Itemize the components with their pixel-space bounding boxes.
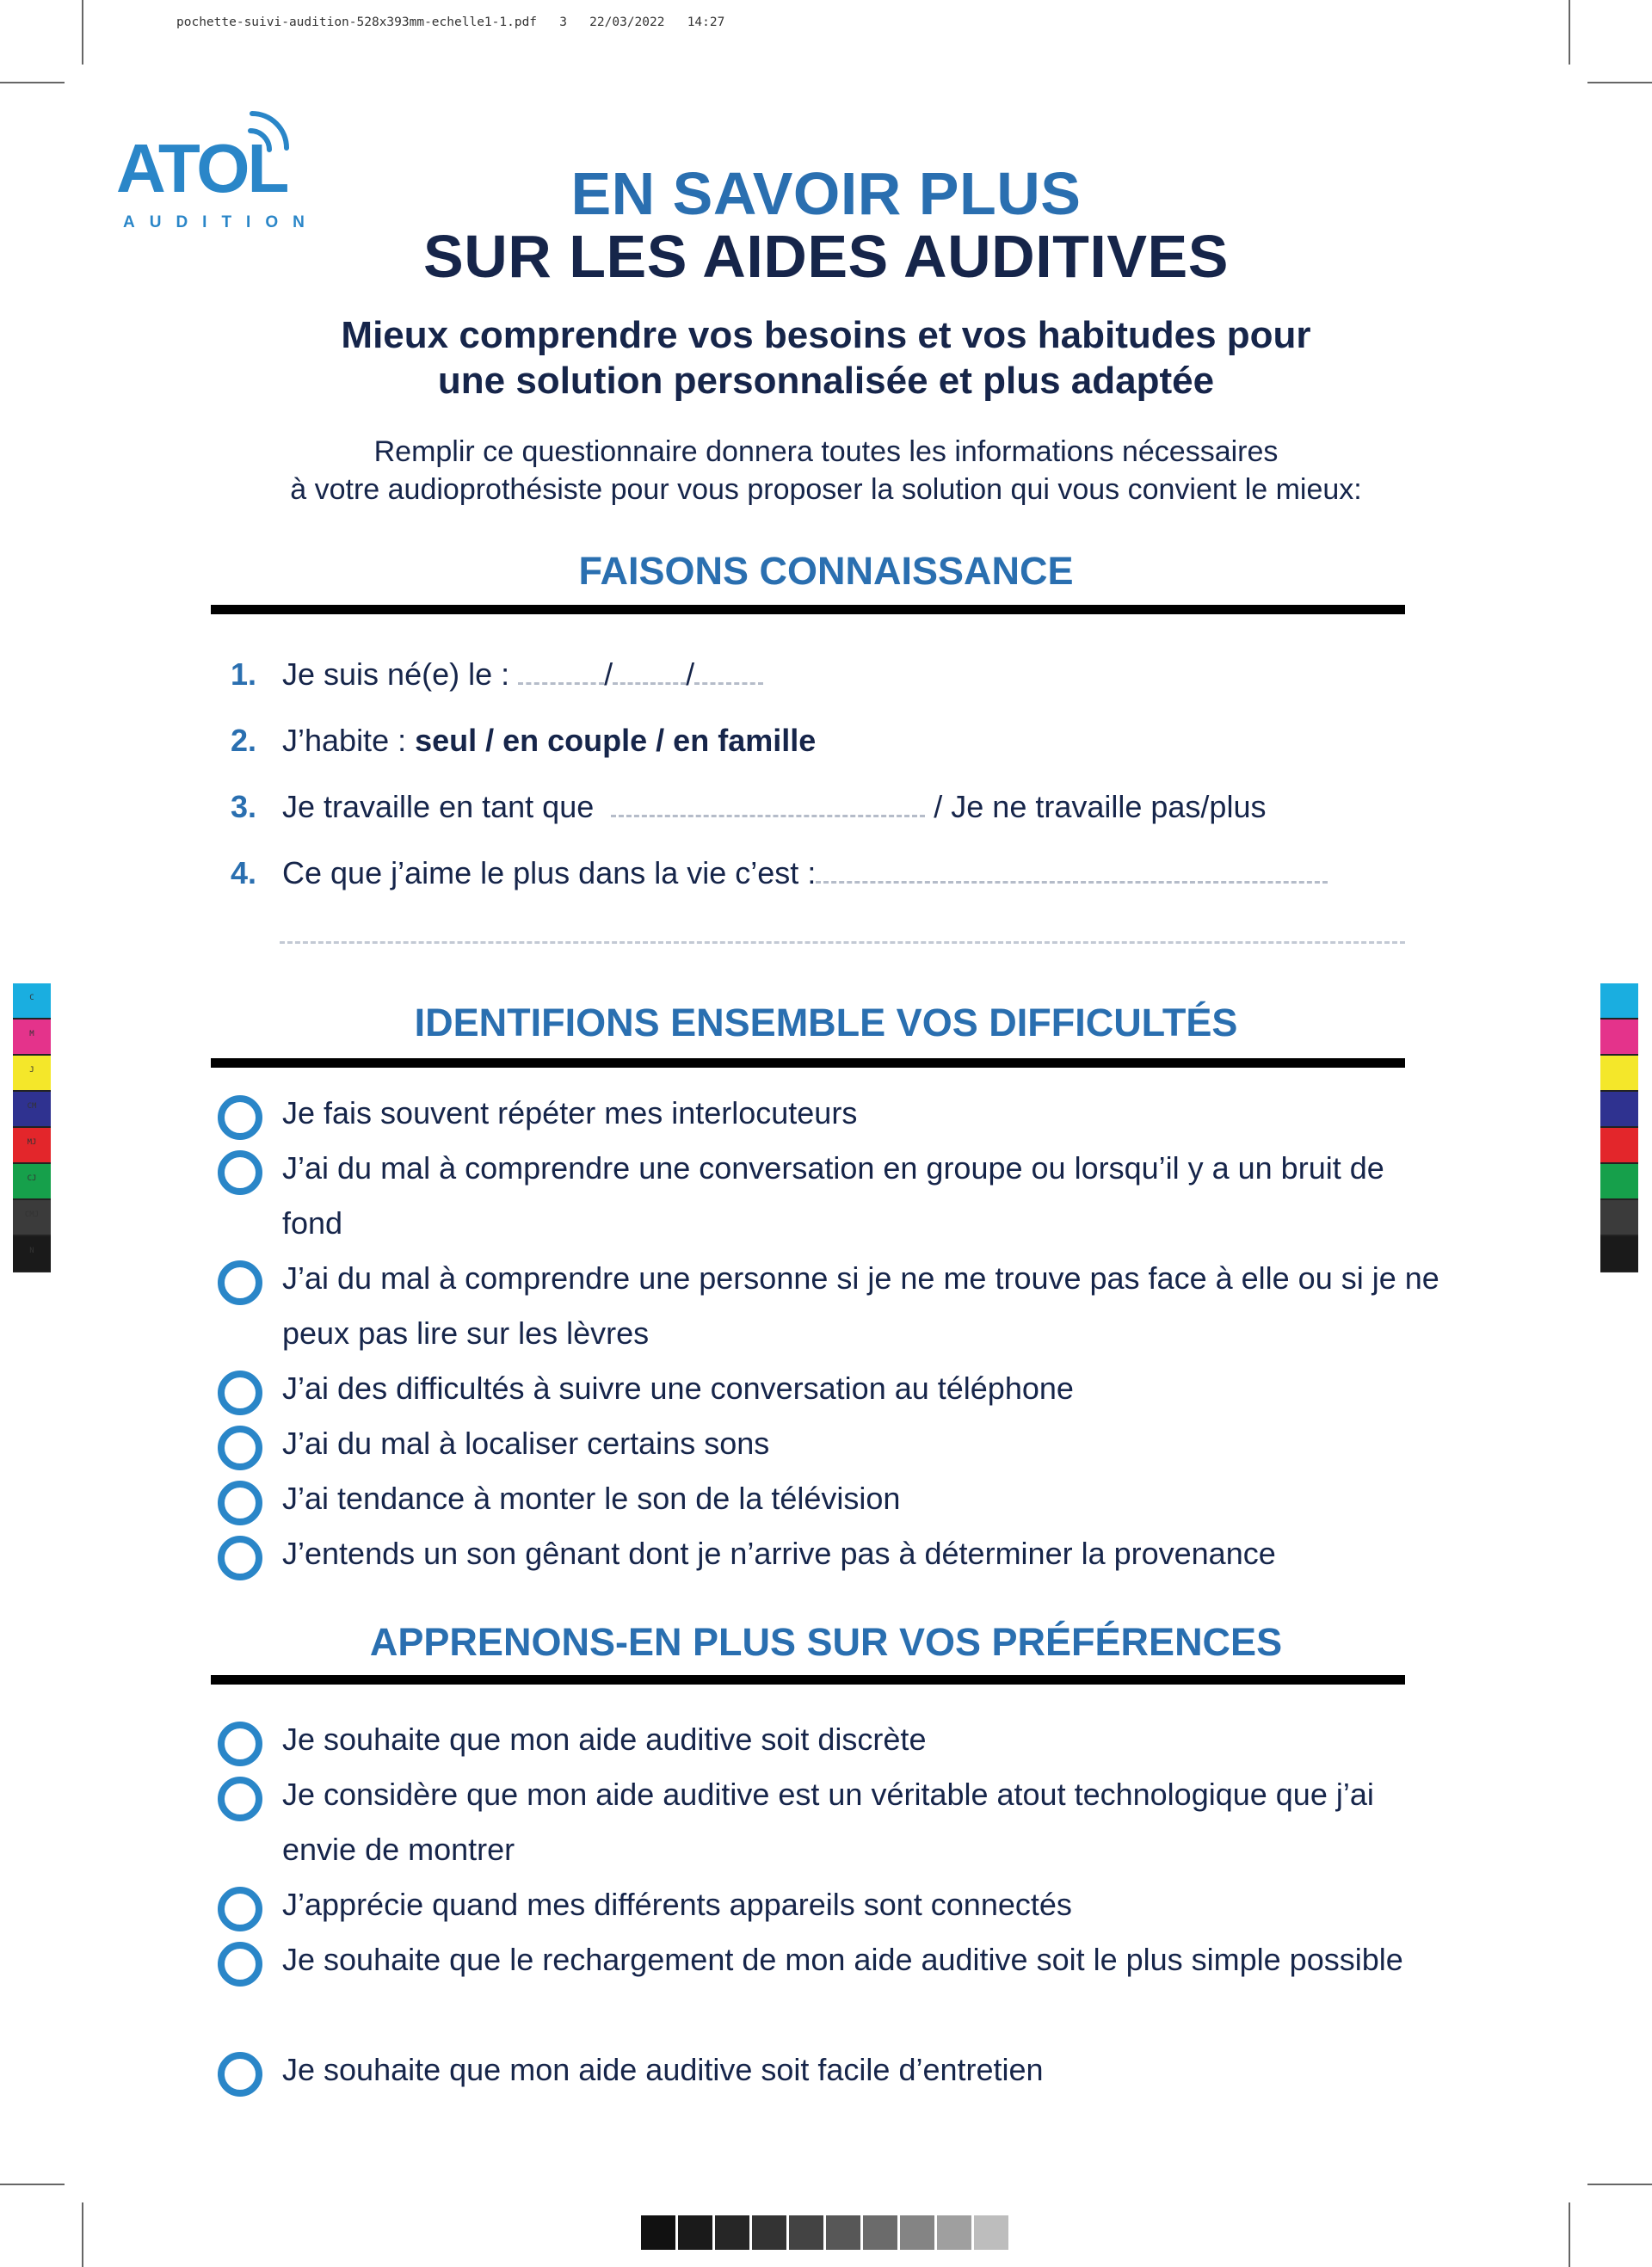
question-label: Ce que j’aime le plus dans la vie c’est : <box>282 855 817 890</box>
color-swatch: M <box>13 1020 51 1056</box>
checkbox-item[interactable] <box>215 1932 1437 2042</box>
date-separator: / <box>604 656 613 692</box>
gray-swatch <box>752 2215 786 2250</box>
checkbox-item[interactable] <box>215 1416 1437 1471</box>
checkbox-item[interactable] <box>215 1361 1437 1416</box>
date-separator: / <box>686 656 695 692</box>
crop-mark <box>1569 0 1570 65</box>
radio-circle-icon[interactable] <box>218 1150 262 1195</box>
logo-sub: AUDITION <box>123 213 319 231</box>
color-swatch <box>1600 1092 1638 1128</box>
print-date: 22/03/2022 <box>589 15 665 29</box>
crop-mark <box>0 2184 65 2185</box>
birth-year-field[interactable] <box>694 662 763 685</box>
grayscale-bar <box>641 2215 1011 2250</box>
section-rule <box>211 1058 1405 1068</box>
habitat-options[interactable]: seul / en couple / en famille <box>415 723 817 758</box>
radio-circle-icon[interactable] <box>218 1481 262 1525</box>
color-swatch <box>1600 983 1638 1020</box>
checkbox-item[interactable] <box>215 1251 1437 1361</box>
question-habitat <box>231 723 816 759</box>
gray-swatch <box>641 2215 675 2250</box>
checkbox-item[interactable] <box>215 1767 1437 1877</box>
checkbox-label: Je souhaite que mon aide auditive soit discrète <box>282 1722 927 1757</box>
color-swatch <box>1600 1128 1638 1164</box>
subtitle-line2: une solution personnalisée et plus adaptée <box>437 360 1215 402</box>
checkbox-label: J’ai des difficultés à suivre une conversation au téléphone <box>282 1371 1074 1406</box>
checkbox-item[interactable] <box>215 2042 1437 2098</box>
gray-swatch <box>789 2215 823 2250</box>
radio-circle-icon[interactable] <box>218 1095 262 1140</box>
checkbox-label: Je considère que mon aide auditive est un véritable atout technologique que j’ai envie de montrer <box>282 1777 1374 1867</box>
question-number: 3. <box>231 789 257 824</box>
checkbox-label: J’apprécie quand mes différents appareils sont connectés <box>282 1887 1072 1922</box>
crop-mark <box>1569 2202 1570 2267</box>
checkbox-label: J’ai tendance à monter le son de la télévision <box>282 1481 901 1516</box>
section-title-difficultes: IDENTIFIONS ENSEMBLE VOS DIFFICULTÉS <box>414 1001 1238 1044</box>
checkbox-label: Je souhaite que le rechargement de mon aide auditive soit le plus simple possible <box>282 1942 1403 1977</box>
section-rule <box>211 605 1405 614</box>
question-number: 4. <box>231 855 257 890</box>
section-rule <box>211 1675 1405 1685</box>
gray-swatch <box>678 2215 712 2250</box>
color-swatch <box>1600 1236 1638 1272</box>
radio-circle-icon[interactable] <box>218 1722 262 1766</box>
radio-circle-icon[interactable] <box>218 1887 262 1931</box>
gray-swatch <box>900 2215 934 2250</box>
checkbox-item[interactable] <box>215 1877 1437 1932</box>
color-swatch: CMJ <box>13 1200 51 1236</box>
color-swatch <box>1600 1056 1638 1092</box>
checkbox-label: J’ai du mal à comprendre une conversation en groupe ou lorsqu’il y a un bruit de fond <box>282 1150 1384 1241</box>
page-subtitle <box>0 312 1652 404</box>
question-work <box>231 789 1266 825</box>
intro-text <box>0 433 1652 508</box>
color-swatch <box>1600 1020 1638 1056</box>
gray-swatch <box>826 2215 860 2250</box>
crop-mark <box>82 2202 83 2267</box>
question-label: J’habite : <box>282 723 407 758</box>
checkbox-item[interactable] <box>215 1526 1437 1581</box>
subtitle-line1: Mieux comprendre vos besoins et vos habitudes pour <box>341 314 1311 356</box>
color-swatch: J <box>13 1056 51 1092</box>
print-time: 14:27 <box>687 15 725 29</box>
question-label: Je travaille en tant que <box>282 789 595 824</box>
checkbox-label: J’ai du mal à localiser certains sons <box>282 1426 770 1461</box>
color-swatch: N <box>13 1236 51 1272</box>
gray-swatch <box>974 2215 1008 2250</box>
crop-mark <box>82 0 83 65</box>
logo-brand: ATOL <box>116 130 287 206</box>
gray-swatch <box>715 2215 749 2250</box>
section-title-faisons-connaissance: FAISONS CONNAISSANCE <box>578 549 1074 593</box>
checkbox-label: Je fais souvent répéter mes interlocuteurs <box>282 1095 858 1130</box>
radio-circle-icon[interactable] <box>218 1426 262 1470</box>
print-page: 3 <box>559 15 567 29</box>
gray-swatch <box>937 2215 971 2250</box>
page-title-line1: EN SAVOIR PLUS <box>570 160 1082 227</box>
birth-month-field[interactable] <box>613 662 686 685</box>
checkbox-item[interactable] <box>215 1086 1437 1141</box>
checkbox-item[interactable] <box>215 1141 1437 1251</box>
radio-circle-icon[interactable] <box>218 1777 262 1821</box>
checkbox-item[interactable] <box>215 1712 1437 1767</box>
question-passion <box>231 855 1328 891</box>
question-label: Je suis né(e) le : <box>282 656 510 692</box>
color-swatch <box>1600 1200 1638 1236</box>
color-swatch: CM <box>13 1092 51 1128</box>
radio-circle-icon[interactable] <box>218 1536 262 1580</box>
radio-circle-icon[interactable] <box>218 1260 262 1305</box>
color-swatch: C <box>13 983 51 1020</box>
print-filename: pochette-suivi-audition-528x393mm-echelle1-1.pdf <box>176 15 538 29</box>
passion-field-line1[interactable] <box>816 860 1328 884</box>
color-swatch <box>1600 1164 1638 1200</box>
question-suffix: / Je ne travaille pas/plus <box>934 789 1267 824</box>
color-bar-right <box>1600 983 1638 1272</box>
question-number: 1. <box>231 656 257 692</box>
question-birthdate <box>231 656 763 693</box>
checkbox-label: Je souhaite que mon aide auditive soit facile d’entretien <box>282 2052 1044 2087</box>
color-swatch: MJ <box>13 1128 51 1164</box>
question-number: 2. <box>231 723 257 758</box>
print-header <box>176 15 724 29</box>
crop-mark <box>1587 82 1652 83</box>
intro-line2: à votre audioprothésiste pour vous proposer la solution qui vous convient le mieux: <box>290 473 1362 506</box>
birth-day-field[interactable] <box>518 662 604 685</box>
page-title-line2: SUR LES AIDES AUDITIVES <box>423 223 1229 290</box>
intro-line1: Remplir ce questionnaire donnera toutes les informations nécessaires <box>373 435 1279 468</box>
color-swatch: CJ <box>13 1164 51 1200</box>
job-field[interactable] <box>611 794 925 817</box>
passion-field-line2[interactable] <box>280 941 1405 944</box>
gray-swatch <box>863 2215 897 2250</box>
checkbox-item[interactable] <box>215 1471 1437 1526</box>
crop-mark <box>0 82 65 83</box>
radio-circle-icon[interactable] <box>218 2052 262 2097</box>
radio-circle-icon[interactable] <box>218 1371 262 1415</box>
color-bar-left <box>13 983 51 1272</box>
radio-circle-icon[interactable] <box>218 1942 262 1987</box>
section-title-preferences: APPRENONS-EN PLUS SUR VOS PRÉFÉRENCES <box>369 1620 1283 1664</box>
checkbox-label: J’entends un son gênant dont je n’arrive pas à déterminer la provenance <box>282 1536 1276 1571</box>
checkbox-label: J’ai du mal à comprendre une personne si je ne me trouve pas face à elle ou si je ne peux pas lire sur les lèvres <box>282 1260 1439 1351</box>
crop-mark <box>1587 2184 1652 2185</box>
